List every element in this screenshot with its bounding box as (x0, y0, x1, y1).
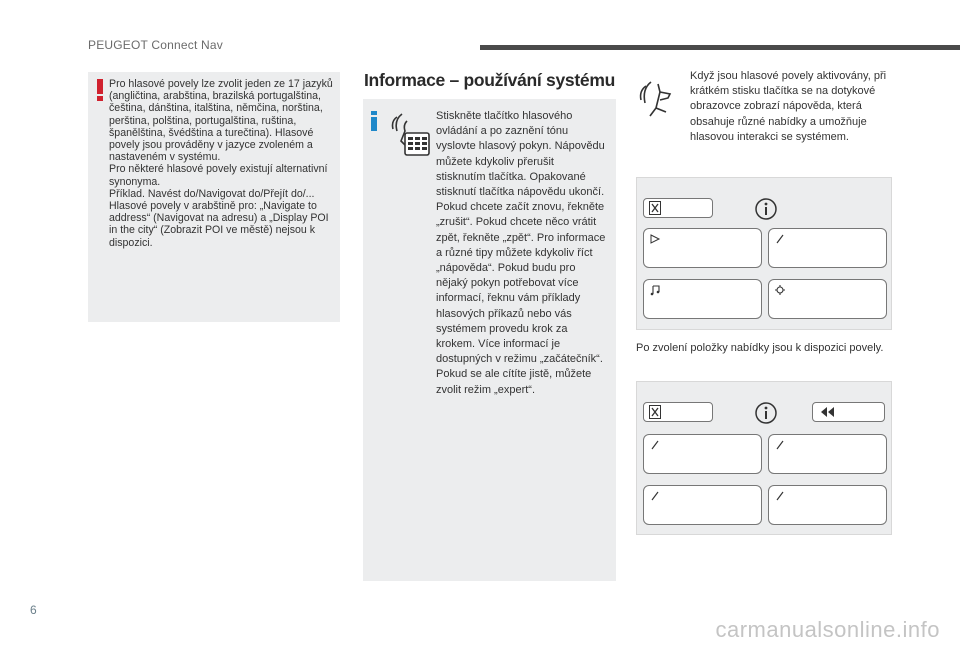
info-circle-icon[interactable] (754, 197, 778, 221)
phone-icon (774, 233, 786, 245)
caption: Po zvolení položky nabídky jsou k dispozici povely. (636, 342, 884, 354)
warning-exclamation-icon (94, 78, 106, 102)
back-button[interactable] (812, 402, 885, 422)
music-icon (649, 284, 661, 296)
phone-icon (649, 439, 661, 451)
menu-tile-navigation[interactable] (643, 228, 762, 268)
warning-text: Pro hlasové povely lze zvolit jeden ze 17 jazyků (angličtina, arabština, brazilská portugalština, čeština, dánština, italština, němčina, norština, perština, polština, portugalština, ruština, španělština, švédština a turečtina). Hlasové povely jsou prováděny v jazyce zvoleném a nastaveném v systému. Pro některé hlasové povely existují alternativní synonyma. Příklad. Navést do/Navigovat do/Přejít do/... Hlasové povely v arabštině pro: „Navigate to address“ (Navigovat na adresu) a „Display POI in the city“ (Zobrazit POI ve městě) nejsou k dispozici. (109, 78, 333, 249)
gear-icon (774, 284, 786, 296)
menu-tile-phone-1[interactable] (643, 434, 762, 474)
voice-command-icon (636, 78, 676, 120)
menu-tile-phone-2[interactable] (768, 434, 887, 474)
voice-keyboard-icon (389, 111, 431, 159)
section-title: Informace – používání systému (364, 70, 615, 90)
help-screen-submenu (636, 381, 892, 535)
info-text: Stiskněte tlačítko hlasového ovládání a po zaznění tónu vyslovte hlasový pokyn. Nápovědu můžete kdykoliv přerušit stisknutím tlačítka. Opakované stisknutí tlačítka nápovědu ukončí. Pokud chcete začít znovu, řekněte „zrušit“. Pokud chcete něco vrátit zpět, řekněte „zpět“. Pro informace a různé tipy můžete kdykoliv říct „nápověda“. Pokud budu pro nějaký pokyn potřebovat více informací, řeknu vám příklady hlasových příkazů nebo vás systémem provedu krok za krokem. Více informací je dostupných v režimu „začátečník“. Pokud se ale cítíte jistě, můžete zvolit režim „expert“. (436, 110, 606, 396)
menu-tile-media[interactable] (643, 279, 762, 319)
menu-tile-settings[interactable] (768, 279, 887, 319)
info-box (363, 99, 616, 581)
info-circle-icon[interactable] (754, 401, 778, 425)
phone-icon (774, 490, 786, 502)
header-bar (480, 45, 960, 50)
phone-icon (649, 490, 661, 502)
close-icon (649, 405, 661, 419)
page-number: 6 (30, 603, 37, 617)
menu-tile-phone-4[interactable] (768, 485, 887, 525)
close-button[interactable] (643, 402, 713, 422)
right-text: Když jsou hlasové povely aktivovány, při krátkém stisku tlačítka se na dotykové obrazovce zobrazí nápověda, která obsahuje různé nabídky a umožňuje hlasovou interakci se systémem. (690, 70, 887, 143)
phone-icon (774, 439, 786, 451)
close-button[interactable] (643, 198, 713, 218)
warning-box (88, 72, 340, 322)
rewind-icon (819, 406, 835, 418)
menu-tile-phone-3[interactable] (643, 485, 762, 525)
navigation-icon (649, 233, 661, 245)
help-screen-main (636, 177, 892, 330)
menu-tile-phone[interactable] (768, 228, 887, 268)
watermark: carmanualsonline.info (715, 617, 940, 642)
info-mark-icon (369, 111, 379, 131)
header-title: PEUGEOT Connect Nav (88, 38, 223, 52)
close-icon (649, 201, 661, 215)
